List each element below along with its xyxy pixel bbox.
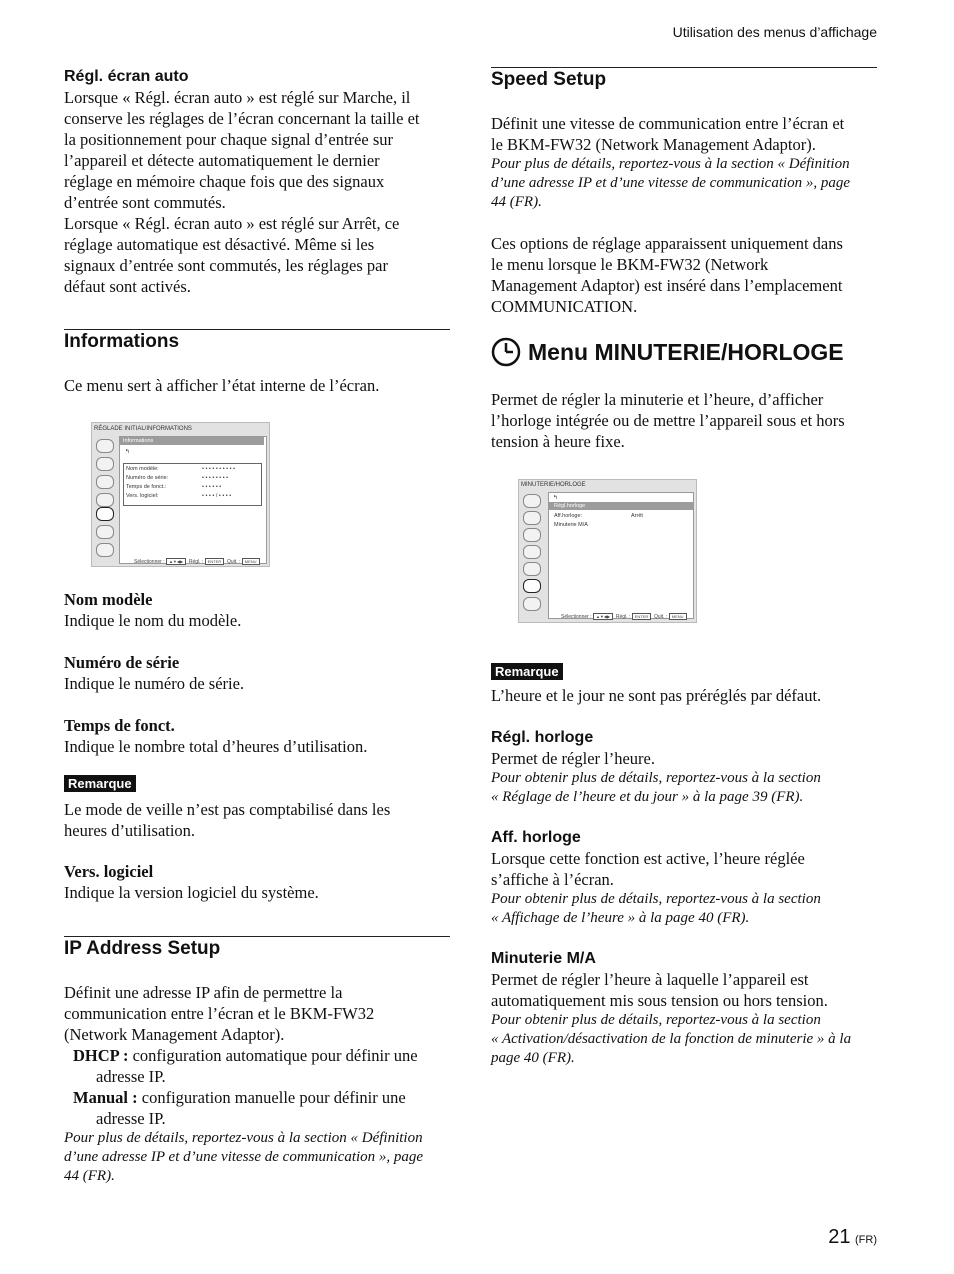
heading-speed-setup: Speed Setup xyxy=(491,69,607,90)
text-line: Permet de régler l’heure à laquelle l’appareil est xyxy=(491,970,809,989)
footer-quit-label: Quit. : xyxy=(227,559,241,565)
manual-text: configuration manuelle pour définir une xyxy=(137,1088,406,1107)
section-auto-screen xyxy=(64,66,452,297)
text-line: Permet de régler l’heure. xyxy=(491,749,656,768)
item-term: Temps de fonct. xyxy=(64,716,175,735)
footer-set-label: Régl. : xyxy=(615,614,631,620)
info-label: Nom modèle: xyxy=(126,466,159,472)
text-line: Ces options de réglage apparaissent uniquement dans xyxy=(491,234,843,253)
text-line: d’entrée sont commutés. xyxy=(64,193,226,212)
info-value: • • • • • • • • xyxy=(202,475,229,481)
note-badge: Remarque xyxy=(64,775,136,792)
item-term: Vers. logiciel xyxy=(64,862,154,881)
text-line: 44 (FR). xyxy=(491,194,542,210)
text-line: Pour plus de détails, reportez-vous à la section « Définition xyxy=(491,156,850,172)
item-desc: Indique la version logiciel du système. xyxy=(64,883,319,902)
text-line: Lorsque « Régl. écran auto » est réglé sur Marche, il xyxy=(64,88,411,107)
clock-set-reference xyxy=(491,769,886,807)
info-value: • • • • • • xyxy=(202,484,222,490)
clock-icon xyxy=(491,337,521,367)
item-term: Numéro de série xyxy=(64,653,180,672)
selected-row: Régl.horloge xyxy=(549,502,693,510)
screen-caption: MINUTERIE/HORLOGE xyxy=(521,482,586,488)
software-version-item xyxy=(64,861,452,903)
text-line: Management Adaptor) est inséré dans l’emplacement xyxy=(491,276,843,295)
note-text xyxy=(64,799,452,841)
text-line: Définit une adresse IP afin de permettre la xyxy=(64,983,343,1002)
text-line: l’appareil et détecte automatiquement le dernier xyxy=(64,151,380,170)
text-line: d’une adresse IP et d’une vitesse de communication », page xyxy=(64,1149,424,1165)
text-line: le menu lorsque le BKM-FW32 (Network xyxy=(491,255,769,274)
text-line: adresse IP. xyxy=(96,1109,166,1128)
clock-display-section xyxy=(491,827,886,928)
timer-intro xyxy=(491,389,886,452)
footer-select-label: Sélectionner : xyxy=(561,614,592,620)
informations-intro: Ce menu sert à afficher l’état interne de l’écran. xyxy=(64,376,380,395)
menu-icon xyxy=(523,528,541,542)
text-line: s’affiche à l’écran. xyxy=(491,870,614,889)
arrow-keys-icon: ▲▼◀▶ xyxy=(166,558,186,565)
menu-key-icon: MENU xyxy=(242,558,260,565)
text-line: Lorsque « Régl. écran auto » est réglé sur Arrêt, ce xyxy=(64,214,400,233)
manual-line xyxy=(64,1087,452,1108)
informations-items xyxy=(64,589,452,757)
item-desc: Indique le nombre total d’heures d’utilisation. xyxy=(64,737,368,756)
clock-display-reference xyxy=(491,890,886,928)
text-line: signaux d’entrée sont commutés, les réglages par xyxy=(64,256,388,275)
info-label: Temps de fonct.: xyxy=(126,484,167,490)
arrow-keys-icon: ▲▼◀▶ xyxy=(593,613,613,620)
screen-footer xyxy=(134,558,260,565)
enter-key-icon: ENTER xyxy=(205,558,225,565)
text-line: 44 (FR). xyxy=(64,1168,115,1184)
on-off-timer-reference xyxy=(491,1011,886,1068)
text-line: la positionnement pour chaque signal d’entrée sur xyxy=(64,130,393,149)
heading-on-off-timer: Minuterie M/A xyxy=(491,950,596,967)
menu-row-label: Aff.horloge: xyxy=(554,513,583,519)
initial-setup-icon xyxy=(96,507,114,521)
ip-reference xyxy=(64,1129,464,1186)
back-icon: ↰ xyxy=(125,449,130,455)
speed-text xyxy=(491,113,886,317)
ip-text xyxy=(64,982,452,1186)
heading-informations: Informations xyxy=(64,331,180,352)
screen-caption: RÉGLADE INITIAL/INFORMATIONS xyxy=(94,426,192,432)
footer-select-label: Sélectionner : xyxy=(134,559,165,565)
menu-icon xyxy=(96,457,114,471)
menu-icon xyxy=(523,511,541,525)
text-line: Pour obtenir plus de détails, reportez-vous à la section xyxy=(491,1012,821,1028)
heading-clock-display: Aff. horloge xyxy=(491,829,581,846)
heading-timer-menu: Menu MINUTERIE/HORLOGE xyxy=(528,339,844,365)
menu-row-value: Arrêt xyxy=(631,513,643,519)
text-line: adresse IP. xyxy=(96,1067,166,1086)
screen-title-bar: Informations xyxy=(120,437,264,445)
menu-icon xyxy=(523,494,541,508)
text-line: heures d’utilisation. xyxy=(64,821,196,840)
note-badge: Remarque xyxy=(491,663,563,680)
text-line: Permet de régler la minuterie et l’heure, d’afficher xyxy=(491,390,824,409)
text-line: « Affichage de l’heure » à la page 40 (FR). xyxy=(491,910,750,926)
menu-key-icon: MENU xyxy=(669,613,687,620)
heading-ip-address: IP Address Setup xyxy=(64,938,221,959)
page-number-value: 21 xyxy=(828,1226,851,1248)
info-value: • • • • • • • • • • xyxy=(202,466,236,472)
heading-clock-set: Régl. horloge xyxy=(491,729,594,746)
text-line: le BKM-FW32 (Network Management Adaptor). xyxy=(491,135,816,154)
page-number xyxy=(828,1226,877,1249)
text-line: Le mode de veille n’est pas comptabilisé dans les xyxy=(64,800,391,819)
text-line: tension à heure fixe. xyxy=(491,432,625,451)
text-line: page 40 (FR). xyxy=(491,1050,575,1066)
text-line: réglage en mémoire chaque fois que des signaux xyxy=(64,172,385,191)
info-label: Vers. logiciel: xyxy=(126,493,159,499)
footer-quit-label: Quit. : xyxy=(654,614,668,620)
clock-menu-icon xyxy=(523,579,541,593)
dhcp-text: configuration automatique pour définir une xyxy=(128,1046,418,1065)
screen-footer xyxy=(561,613,687,620)
speed-reference xyxy=(491,155,886,212)
heading-auto-screen: Régl. écran auto xyxy=(64,68,189,85)
enter-key-icon: ENTER xyxy=(632,613,652,620)
timer-menu-screenshot xyxy=(518,479,697,623)
menu-icon xyxy=(523,562,541,576)
manual-term: Manual : xyxy=(73,1088,138,1107)
back-icon: ↰ xyxy=(553,495,558,501)
info-value: • • • • / • • • • xyxy=(202,493,232,499)
auto-screen-text xyxy=(64,87,452,297)
text-line: Pour plus de détails, reportez-vous à la section « Définition xyxy=(64,1130,423,1146)
timer-note-text: L’heure et le jour ne sont pas préréglés par défaut. xyxy=(491,686,822,705)
text-line: défaut sont activés. xyxy=(64,277,191,296)
text-line: (Network Management Adaptor). xyxy=(64,1025,285,1044)
text-line: conserve les réglages de l’écran concernant la taille et xyxy=(64,109,420,128)
menu-icon xyxy=(96,439,114,453)
page-language: (FR) xyxy=(855,1234,877,1246)
text-line: automatiquement mis sous tension ou hors tension. xyxy=(491,991,828,1010)
text-line: réglage automatique est désactivé. Même si les xyxy=(64,235,375,254)
menu-row-label: Minuterie M/A xyxy=(554,522,588,528)
item-term: Nom modèle xyxy=(64,590,153,609)
menu-icon xyxy=(96,543,114,557)
menu-icon xyxy=(96,475,114,489)
item-desc: Indique le numéro de série. xyxy=(64,674,245,693)
clock-set-section xyxy=(491,727,886,807)
on-off-timer-section xyxy=(491,948,886,1068)
text-line: d’une adresse IP et d’une vitesse de communication », page xyxy=(491,175,851,191)
menu-icon xyxy=(523,545,541,559)
footer-set-label: Régl. : xyxy=(188,559,204,565)
dhcp-line xyxy=(64,1045,452,1066)
text-line: Lorsque cette fonction est active, l’heure réglée xyxy=(491,849,805,868)
text-line: « Activation/désactivation de la fonction de minuterie » à la xyxy=(491,1031,852,1047)
text-line: COMMUNICATION. xyxy=(491,297,638,316)
text-line: communication entre l’écran et le BKM-FW32 xyxy=(64,1004,375,1023)
info-label: Numéro de série: xyxy=(126,475,169,481)
dhcp-term: DHCP : xyxy=(73,1046,129,1065)
text-line: l’horloge intégrée ou de mettre l’appareil sous et hors xyxy=(491,411,845,430)
item-desc: Indique le nom du modèle. xyxy=(64,611,242,630)
informations-menu-screenshot xyxy=(91,422,270,567)
menu-icon xyxy=(96,525,114,539)
running-header: Utilisation des menus d’affichage xyxy=(672,24,877,40)
text-line: Pour obtenir plus de détails, reportez-vous à la section xyxy=(491,891,821,907)
menu-icon xyxy=(96,493,114,507)
text-line: Pour obtenir plus de détails, reportez-vous à la section xyxy=(491,770,821,786)
text-line: Définit une vitesse de communication entre l’écran et xyxy=(491,114,845,133)
menu-icon xyxy=(523,597,541,611)
text-line: « Réglage de l’heure et du jour » à la page 39 (FR). xyxy=(491,789,804,805)
